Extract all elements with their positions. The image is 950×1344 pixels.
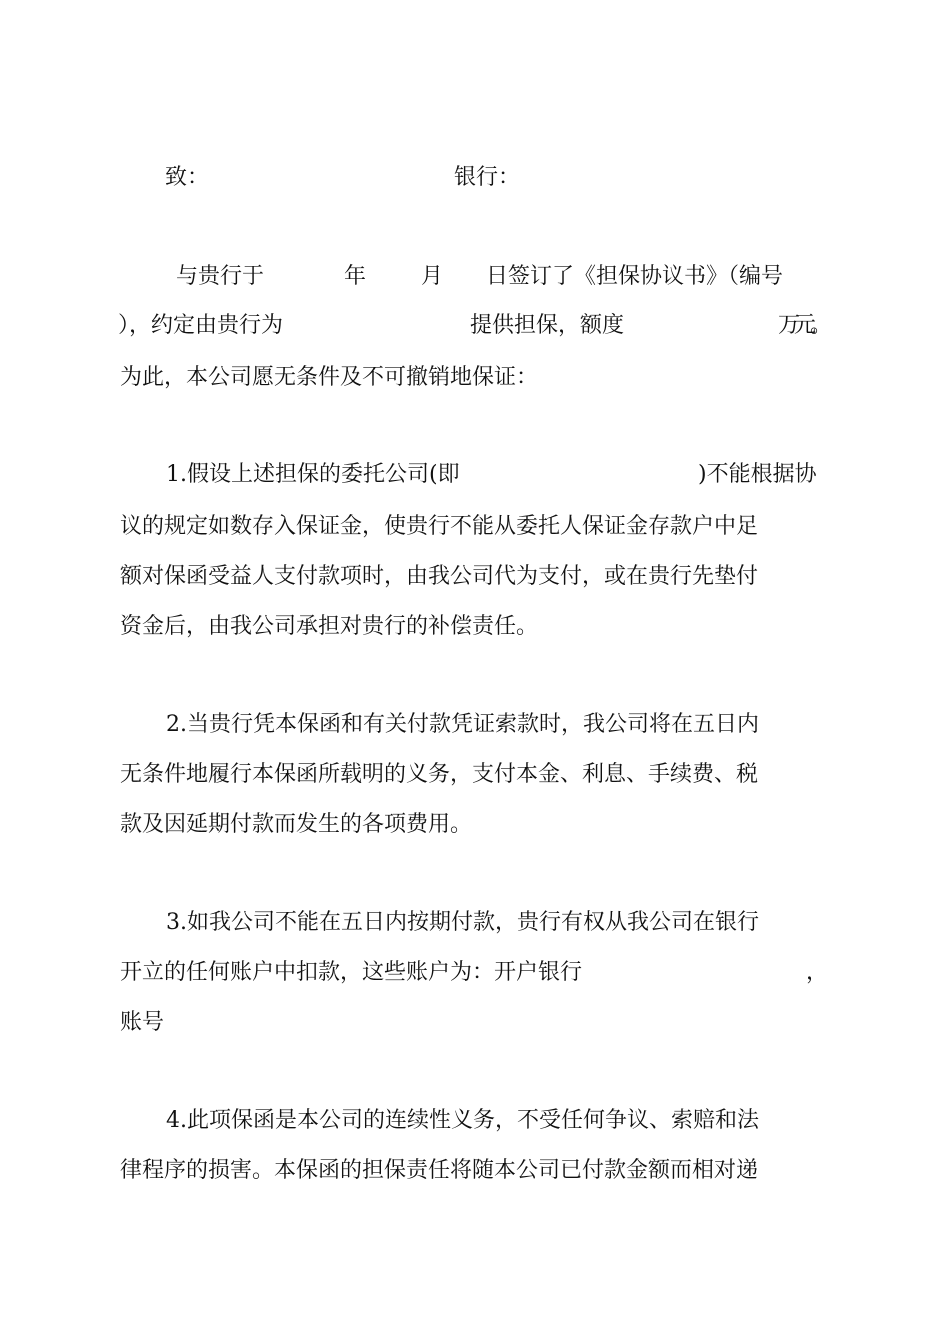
clause3-line2-b: ， bbox=[806, 960, 829, 985]
clause2-line1: 2.当贵行凭本保函和有关付款凭证索款时，我公司将在五日内 bbox=[166, 712, 759, 737]
clause3-line3: 账号 bbox=[120, 1010, 165, 1035]
intro-text-d: 万元。 bbox=[778, 313, 827, 338]
intro-text-b: ），约定由贵行为 bbox=[118, 313, 284, 338]
clause1-line1-a: 1.假设上述担保的委托公司(即 bbox=[166, 462, 460, 487]
clause4-line2: 律程序的损害。本保函的担保责任将随本公司已付款金额而相对递 bbox=[120, 1158, 759, 1183]
clause2-line2: 无条件地履行本保函所载明的义务，支付本金、利息、手续费、税 bbox=[120, 762, 759, 787]
clause1-line4: 资金后，由我公司承担对贵行的补偿责任。 bbox=[120, 614, 539, 639]
intro-day-label: 日签订了《担保协议书》（编号 bbox=[486, 264, 784, 289]
intro-year-label: 年 bbox=[344, 264, 367, 289]
intro-text-a: 与贵行于 bbox=[176, 264, 265, 289]
addressee-to-label: 致： bbox=[165, 165, 210, 190]
clause3-line1: 3.如我公司不能在五日内按期付款，贵行有权从我公司在银行 bbox=[166, 910, 759, 935]
clause2-line3: 款及因延期付款而发生的各项费用。 bbox=[120, 812, 473, 837]
intro-line-3: 为此，本公司愿无条件及不可撤销地保证： bbox=[120, 365, 539, 390]
addressee-bank-label: 银行： bbox=[454, 165, 521, 190]
clause1-line3: 额对保函受益人支付款项时，由我公司代为支付，或在贵行先垫付 bbox=[120, 564, 759, 589]
clause4-line1: 4.此项保函是本公司的连续性义务，不受任何争议、索赔和法 bbox=[166, 1108, 759, 1133]
intro-text-c: 提供担保，额度 bbox=[470, 313, 625, 338]
clause1-line1-b: )不能根据协 bbox=[698, 462, 817, 487]
intro-month-label: 月 bbox=[421, 264, 444, 289]
clause3-line2-a: 开立的任何账户中扣款，这些账户为：开户银行 bbox=[120, 960, 583, 985]
clause1-line2: 议的规定如数存入保证金，使贵行不能从委托人保证金存款户中足 bbox=[120, 514, 759, 539]
